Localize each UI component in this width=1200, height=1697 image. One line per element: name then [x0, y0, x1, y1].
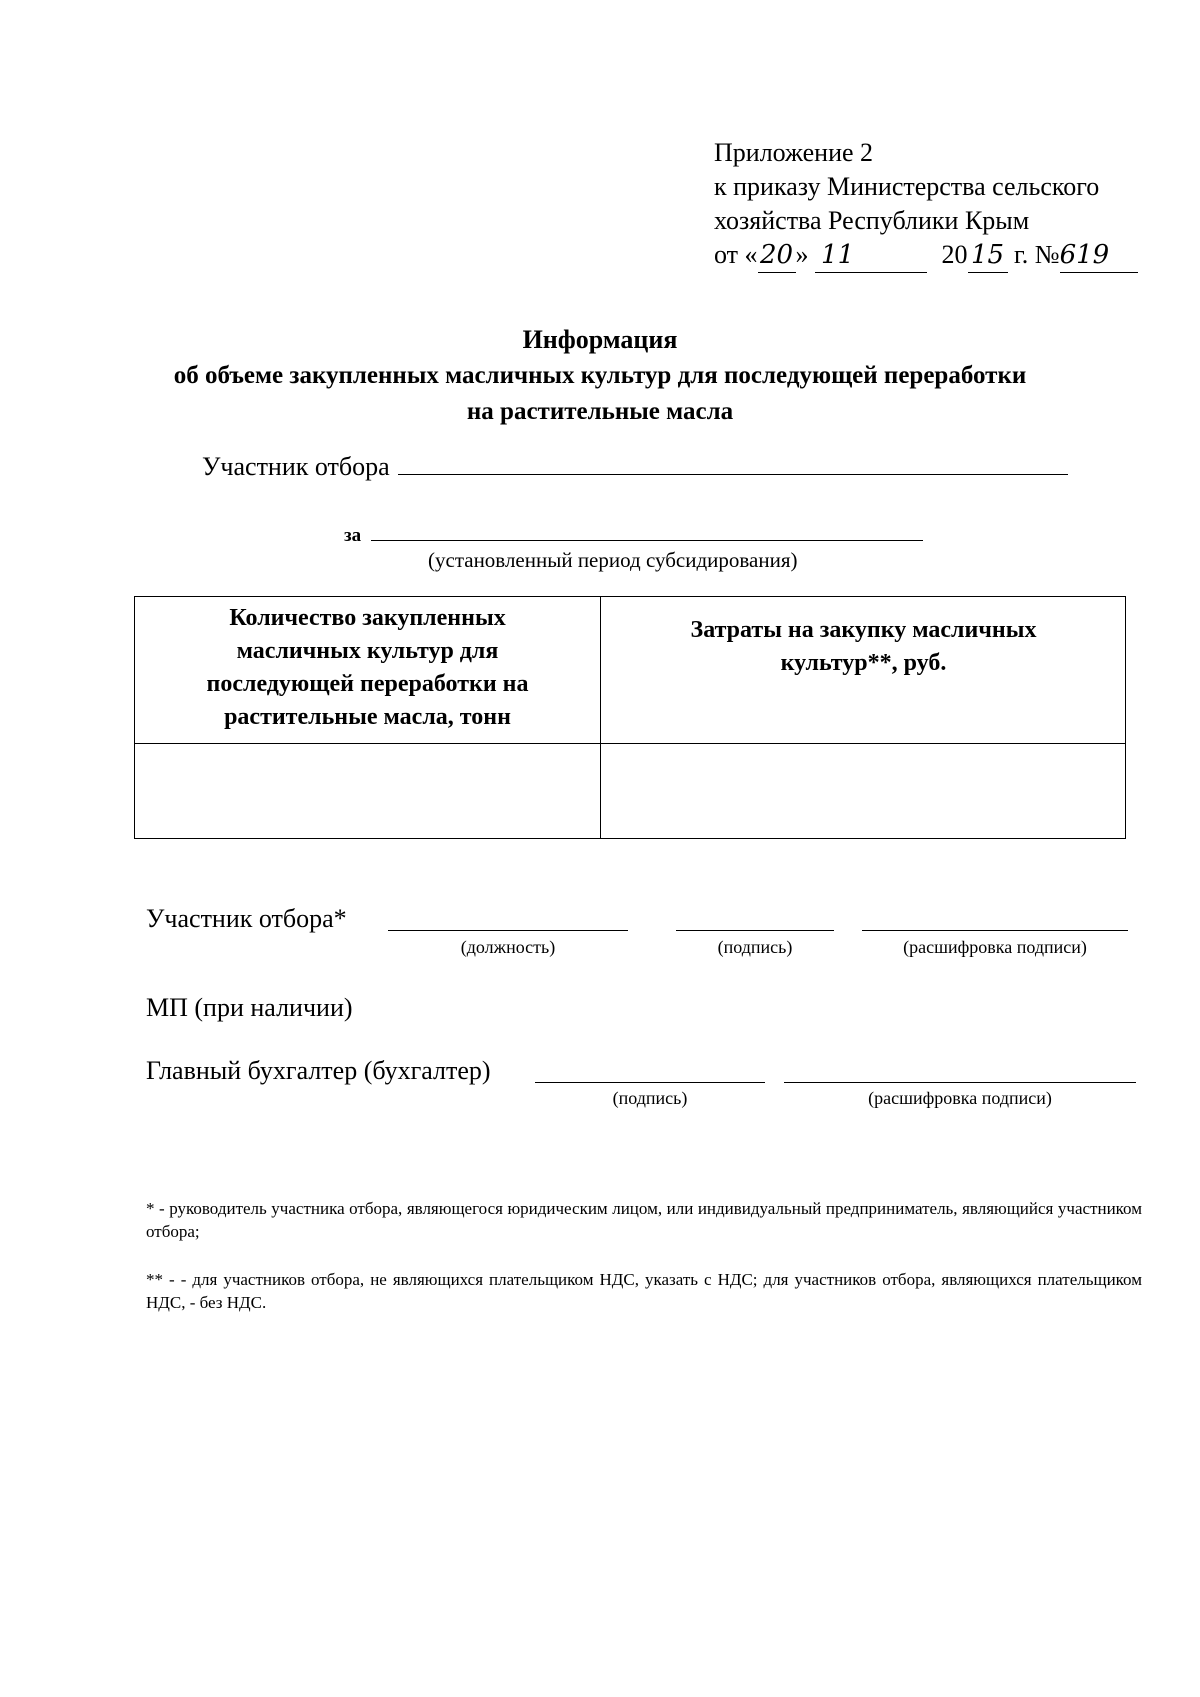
signature-decode-caption: (расшифровка подписи) [903, 937, 1087, 957]
date-prefix: от « [714, 240, 758, 269]
participant-input-line[interactable] [398, 452, 1068, 475]
date-day-close: » [795, 240, 809, 269]
table-cell-costs[interactable] [602, 744, 1125, 838]
footnote-1: * - руководитель участника отбора, являющегося юридическим лицом, или индивидуальный предприниматель, являющийся участником отбора; [146, 1199, 1142, 1241]
appendix-ministry-line: хозяйства Республики Крым [714, 206, 1030, 235]
signature-caption: (подпись) [717, 937, 793, 957]
signature-decode-line[interactable] [862, 930, 1128, 931]
document-title [120, 322, 1080, 430]
title-line-2: об объеме закупленных масличных культур для последующей переработки [173, 362, 1027, 389]
participant-label: Участник отбора [202, 452, 390, 481]
table-header-costs: Затраты на закупку масличных культур**, руб. [690, 617, 1037, 676]
period-input-line[interactable] [371, 522, 923, 541]
period-prefix: за [344, 525, 362, 546]
purchase-table [134, 596, 1126, 839]
accountant-decode-line[interactable] [784, 1082, 1136, 1083]
accountant-signature-line[interactable] [535, 1082, 765, 1083]
title-line-3: на растительные масла [466, 398, 734, 425]
period-field [344, 522, 923, 547]
accountant-label: Главный бухгалтер (бухгалтер) [146, 1056, 491, 1085]
table-header-quantity: Количество закупленных масличных культур для последующей переработки на растительные масла, тонн [206, 605, 529, 730]
date-day: 20 [758, 238, 796, 273]
appendix-date-line [714, 238, 1138, 273]
year-prefix: 20 [941, 240, 968, 269]
stamp-label: МП (при наличии) [146, 993, 353, 1022]
title-line-1: Информация [522, 325, 678, 354]
appendix-block [714, 136, 1138, 273]
accountant-signature-caption: (подпись) [612, 1088, 688, 1108]
signature-line[interactable] [676, 930, 834, 931]
signature-label: Участник отбора* [146, 904, 347, 933]
position-line[interactable] [388, 930, 628, 931]
table-cell-quantity[interactable] [135, 744, 600, 838]
period-caption: (установленный период субсидирования) [428, 548, 798, 572]
accountant-decode-caption: (расшифровка подписи) [868, 1088, 1052, 1108]
footnote-2: ** - - для участников отбора, не являющихся плательщиком НДС, указать с НДС; для участников отбора, являющихся плательщиком НДС, - без НДС. [146, 1270, 1142, 1312]
year-suffix: 15 [968, 238, 1008, 273]
position-caption: (должность) [460, 937, 556, 957]
date-month: 11 [815, 238, 927, 273]
appendix-order-line: к приказу Министерства сельского [714, 172, 1100, 201]
participant-field [202, 452, 1068, 482]
order-number-label: г. № [1014, 240, 1060, 269]
appendix-title: Приложение 2 [714, 138, 874, 167]
order-number: 619 [1060, 238, 1138, 273]
